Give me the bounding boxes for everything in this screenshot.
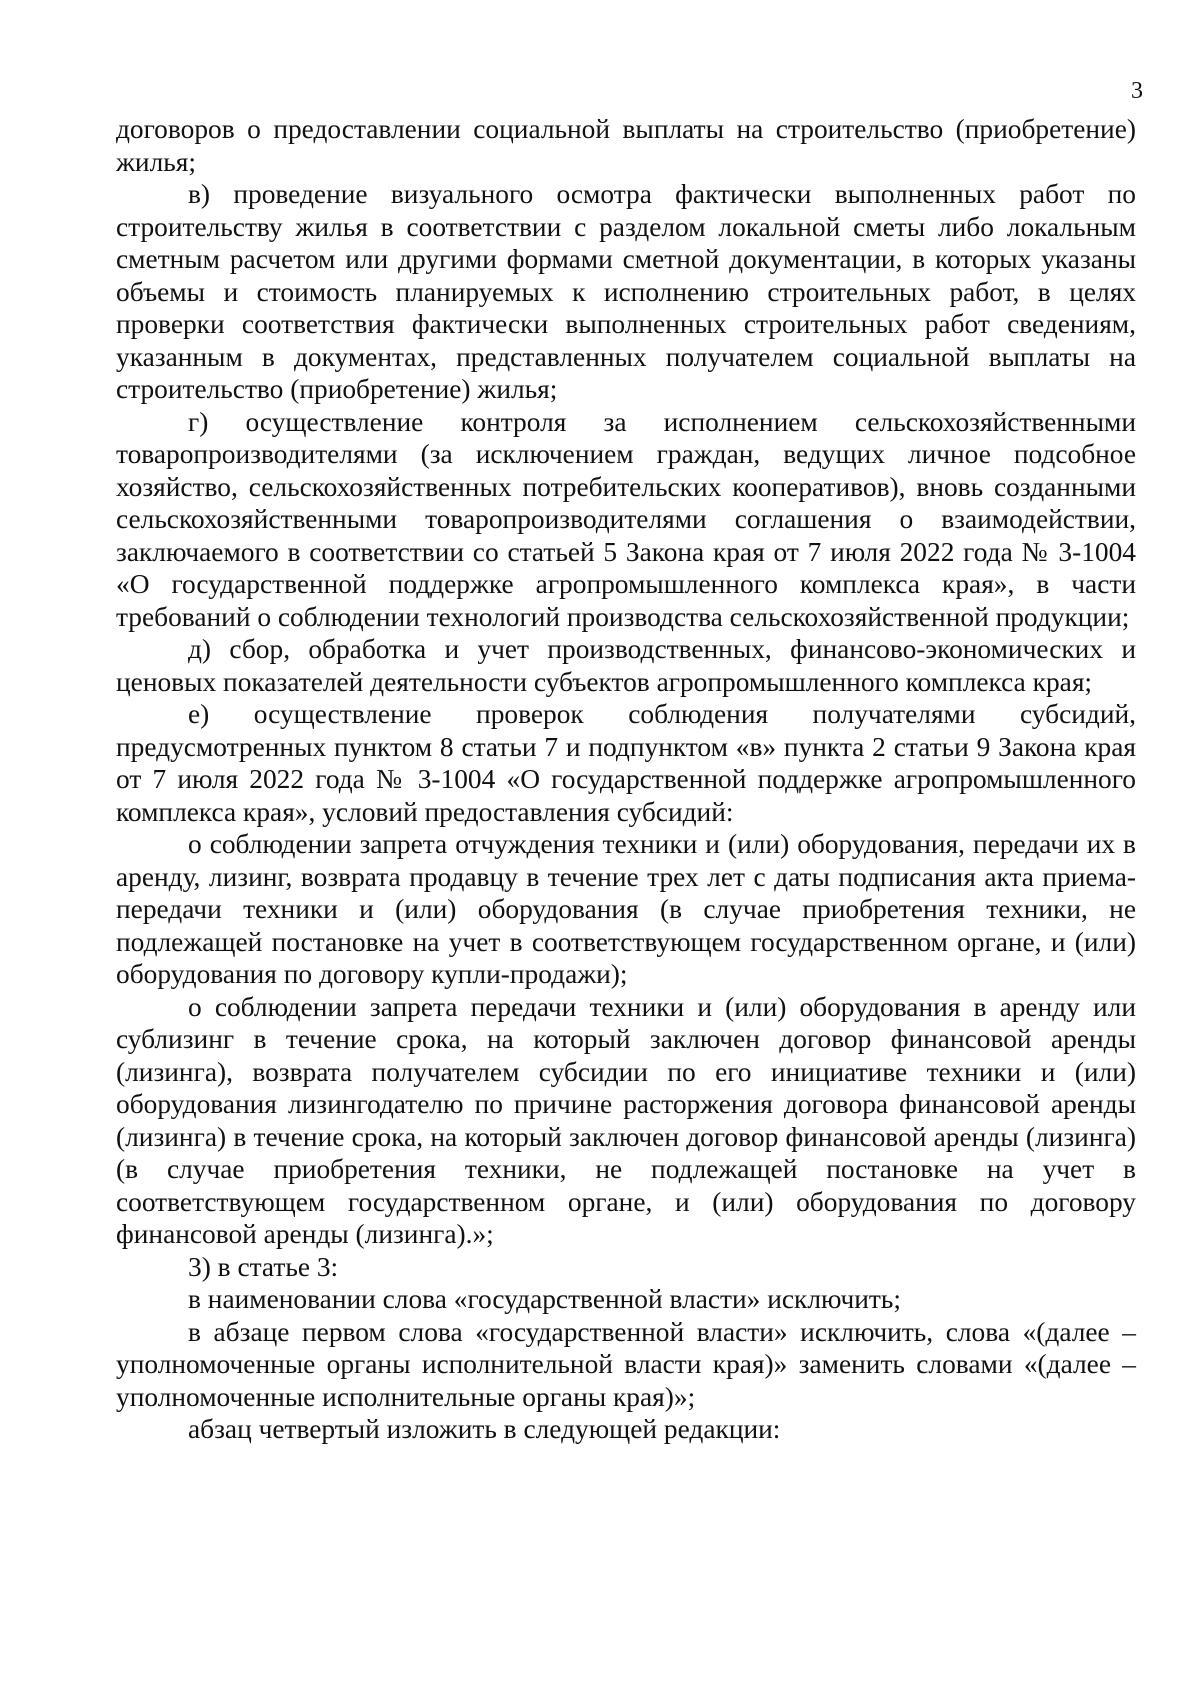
page-number: 3	[1131, 78, 1143, 104]
document-body	[116, 113, 1136, 1446]
paragraph-item-g: г) осуществление контроля за исполнением сельскохозяйственными товаропроизводителями (за исключением граждан, ведущих личное подсобное хозяйство, сельскохозяйственных потребительских кооперативов), вновь созданными сельскохозяйственными товаропроизводителями соглашения о взаимодействии, заключаемого в соответствии со статьей 5 Закона края от 7 июля 2022 года № 3-1004 «О государственной поддержке агропромышленного комплекса края», в части требований о соблюдении технологий производства сельскохозяйственной продукции;	[116, 406, 1136, 632]
paragraph-item-e: е) осуществление проверок соблюдения получателями субсидий, предусмотренных пунктом 8 статьи 7 и подпунктом «в» пункта 2 статьи 9 Закона края от 7 июля 2022 года № 3-1004 «О государственной поддержке агропромышленного комплекса края», условий предоставления субсидий:	[116, 699, 1136, 827]
paragraph-article-3: 3) в статье 3:	[188, 1251, 339, 1282]
paragraph-continuation: договоров о предоставлении социальной выплаты на строительство (приобретение) жилья;	[116, 114, 1136, 177]
paragraph-fourth-abzac: абзац четвертый изложить в следующей редакции:	[188, 1414, 781, 1444]
paragraph-item-d: д) сбор, обработка и учет производственных, финансово-экономических и ценовых показателей деятельности субъектов агропромышленного комплекса края;	[116, 634, 1136, 697]
paragraph-title-change: в наименовании слова «государственной власти» исключить;	[188, 1284, 901, 1314]
paragraph-condition-1: о соблюдении запрета отчуждения техники и (или) оборудования, передачи их в аренду, лизинг, возврата продавцу в течение трех лет с даты подписания акта приема-передачи техники и (или) оборудования (в случае приобретения техники, не подлежащей постановке на учет в соответствующем государственном органе, и (или) оборудования по договору купли-продажи);	[116, 829, 1136, 989]
paragraph-item-v: в) проведение визуального осмотра фактически выполненных работ по строительству жилья в соответствии с разделом локальной сметы либо локальным сметным расчетом или другими формами сметной документации, в которых указаны объемы и стоимость планируемых к исполнению строительных работ, в целях проверки соответствия фактически выполненных строительных работ сведениям, указанным в документах, представленных получателем социальной выплаты на строительство (приобретение) жилья;	[116, 179, 1136, 404]
paragraph-first-abzac-change: в абзаце первом слова «государственной власти» исключить, слова «(далее – уполномоченные органы исполнительной власти края)» заменить словами «(далее – уполномоченные исполнительные органы края)»;	[116, 1316, 1136, 1412]
paragraph-condition-2: о соблюдении запрета передачи техники и (или) оборудования в аренду или сублизинг в течение срока, на который заключен договор финансовой аренды (лизинга), возврата получателем субсидии по его инициативе техники и (или) оборудования лизингодателю по причине расторжения договора финансовой аренды (лизинга) в течение срока, на который заключен договор финансовой аренды (лизинга) (в случае приобретения техники, не подлежащей постановке на учет в соответствующем государственном органе, и (или) оборудования по договору финансовой аренды (лизинга).»;	[116, 991, 1136, 1249]
